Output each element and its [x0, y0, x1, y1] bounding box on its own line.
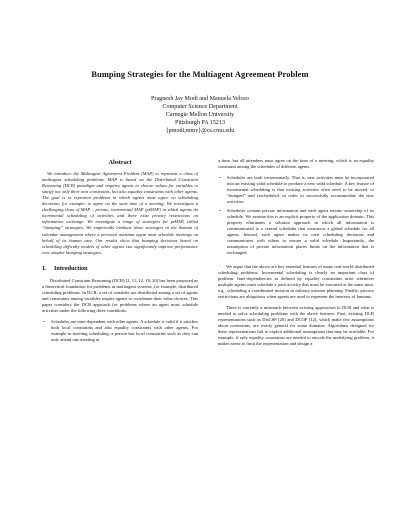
condition-list [42, 319, 198, 343]
list-item [218, 175, 374, 205]
author-university: Carnegie Mellon University [165, 111, 235, 118]
paper-title: Bumping Strategies for the Multiagent Agreement Problem [91, 70, 309, 79]
bullet-icon: • [219, 207, 221, 213]
list-item [42, 319, 198, 343]
author-names: Pragnesh Jay Modi and Manuela Veloso [151, 96, 249, 102]
abstract-heading: Abstract [108, 159, 132, 166]
intro-paragraph: Distributed Constraint Reasoning (DCR) [2, 11, 12, 18, 20] has been proposed as a theoretical foundation for problems in multiagent systems, for example, distributed scheduling problems. In DCR, a set of variables are distributed among a set of agents and constraints among variables require agents to coordinate their value choices. This paper considers the DCR approach for problems where an agent must schedule activities under the following three conditions: [42, 277, 198, 313]
list-item-text: Schedules are built incrementally. That is, new activities must be incorporated into an existing valid schedule to produce a new valid schedule. A key feature of incremental scheduling is that existing activities often need to be moved, or “bumped” and rescheduled, in order to successfully accommodate the new activities. [227, 175, 374, 205]
author-location: Pittsburgh PA 15213 [174, 119, 226, 126]
condition-list [218, 175, 374, 256]
body-paragraph: We argue that the above are key essential features of many real-world distributed scheduling problems. Incremental scheduling is clearly an important class of problem. Inter-dependencies as defined by equality constraints arise whenever multiple agents must schedule a joint activity that must be executed at the same time, e.g., scheduling a coordinated incision in military mission planning. Finally, privacy restrictions are ubiquitous when agents are used to represent the interests of humans. [218, 263, 374, 299]
author-affiliation: Computer Science Department [162, 103, 238, 110]
abstract-text: We introduce the Multiagent Agreement Problem (MAP) to represent a class of multiagent scheduling problems. MAP is based on the Distributed Constraint Reasoning (DCR) paradigm and requires agents to choose values for variables to satisfy not only their own constraints, but also equality constraints with other agents. The goal is to represent problems in which agents must agree on scheduling decisions, for example, to agree on the start time of a meeting. We investigate a challenging class of MAP – private, incremental MAP (piMAP) in which agents do incremental scheduling of activities and there exist privacy restrictions on information exchange. We investigate a range of strategies for piMAP, called “bumping” strategies. We empirically evaluate these strategies in the domain of calendar management where a personal assistant agent must schedule meetings on behalf of its human user. Our results show that bumping decisions based on scheduling difficulty models of other agents can significantly improve performance over simpler bumping strategies. [42, 171, 198, 255]
list-item-text: Schedules contain private information and each agent retains ownership of its schedule. We assume this is an explicit property of the application domain. This property eliminates a solution approach in which all information is communicated to a central scheduler that constructs a global schedule for all agents. Instead, each agent makes its own scheduling decisions and communicates with others to ensure a valid schedule. Importantly, the assumption of private information places limits on the information that is exchanged. [227, 207, 374, 256]
author-block [100, 96, 300, 136]
author-email: {pmodi,mmv}@cs.cmu.edu [165, 127, 235, 134]
introduction-heading [42, 266, 198, 272]
right-column [218, 158, 374, 347]
body-paragraph: There is currently a mismatch between existing approaches to DCR and what is needed to solve scheduling problems with the above features. First, existing DCR representations such as DisCSP [20] and DCOP [12], which make few assumptions about constraints, are overly general for some domains. Algorithms designed for these representations fail to exploit additional assumptions that may be available. For example, if only equality constraints are needed to encode the underlying problem, it makes sense to limit the representation and design a [218, 304, 374, 347]
continued-paragraph: a time, but all attendees must agree on the time of a meeting, which is an equality constraint among the schedules of different agents. [218, 158, 374, 170]
list-item-text: Schedules are inter-dependent with other agents. A schedule is valid if it satisfies both local constraints and also equality constraints with other agents. For example in meeting scheduling, a person has local constraints such as they can only attend one meeting at [51, 319, 199, 343]
bullet-icon: • [219, 175, 221, 181]
bullet-icon: • [43, 319, 45, 325]
section-number: 1. [42, 264, 47, 272]
list-item [218, 208, 374, 256]
section-title: Introduction [54, 264, 88, 272]
left-column [42, 160, 198, 346]
